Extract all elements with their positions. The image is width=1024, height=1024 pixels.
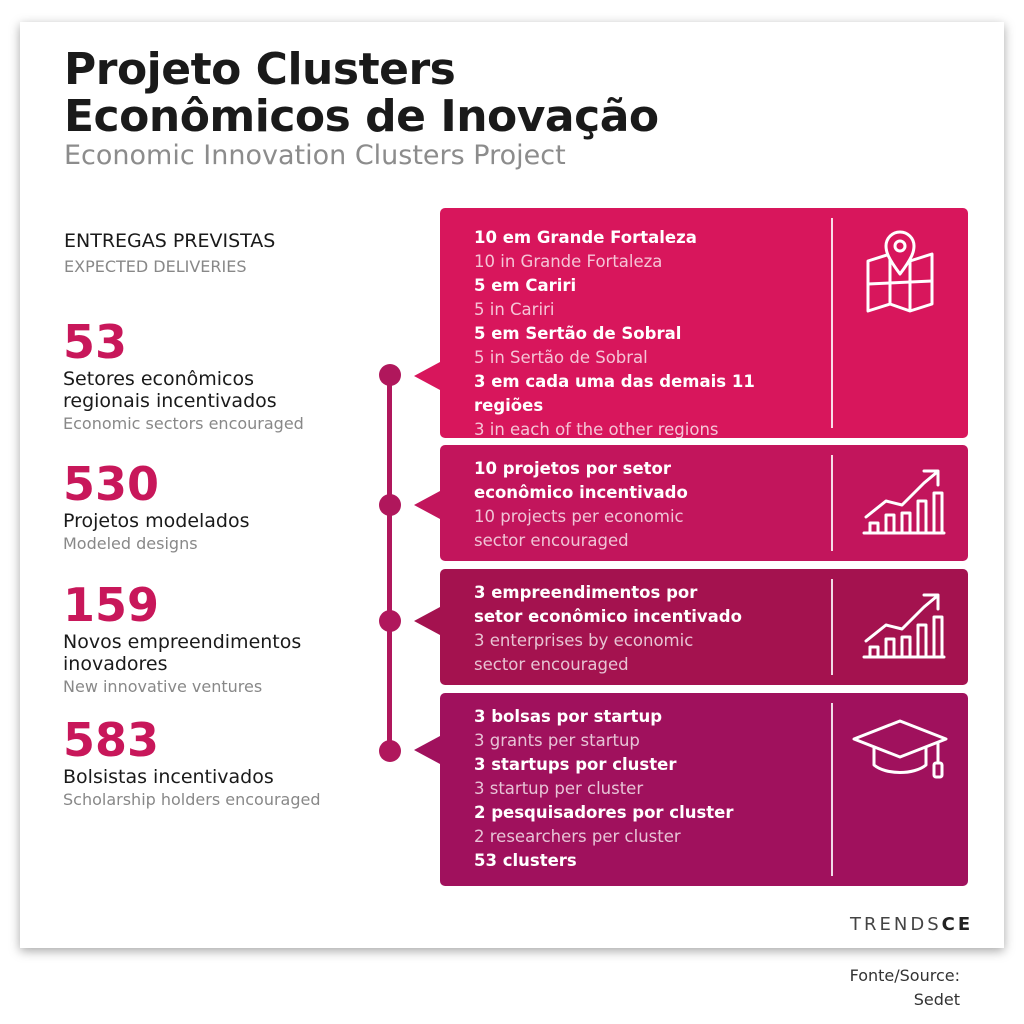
stat-number: 53 [63, 315, 128, 369]
delivery-box-scholarships [440, 693, 968, 886]
stat-label: Bolsistas incentivados [63, 766, 274, 788]
box-divider [831, 455, 833, 551]
graduation-cap-icon [850, 715, 950, 785]
box-text: 10 projetos por setor econômico incentivado 10 projects per economic sector encouraged [474, 459, 688, 550]
box-divider [831, 218, 833, 428]
stat-projects [63, 457, 250, 555]
timeline-dot [379, 740, 401, 762]
timeline-dot [379, 610, 401, 632]
delivery-box-regions [440, 208, 968, 438]
stat-subtitle: Economic sectors encouraged [63, 414, 304, 433]
source-credit: Fonte/Source: Sedet [849, 966, 960, 1009]
box-divider [831, 579, 833, 675]
stat-subtitle: New innovative ventures [63, 677, 263, 696]
page-title: Projeto Clusters Econômicos de Inovação [64, 44, 659, 142]
stat-ventures [63, 578, 302, 698]
stat-scholarships [63, 713, 321, 811]
stat-number: 583 [63, 713, 160, 767]
stat-sectors [63, 315, 304, 435]
map-pin-icon [850, 226, 950, 316]
box-text: 3 bolsas por startup 3 grants per startup 3 startups por cluster 3 startup per cluster 2 pesquisadores por cluster 2 researchers per cluster 53 clusters [474, 707, 734, 870]
stat-number: 159 [63, 578, 160, 632]
page-subtitle: Economic Innovation Clusters Project [64, 140, 566, 171]
stat-label: Setores econômicos regionais incentivados [63, 368, 277, 412]
growth-chart-icon [850, 589, 950, 665]
section-heading-en: EXPECTED DELIVERIES [64, 257, 247, 276]
delivery-box-enterprises [440, 569, 968, 685]
timeline-dot [379, 364, 401, 386]
stat-subtitle: Modeled designs [63, 534, 198, 553]
stat-label: Projetos modelados [63, 510, 250, 532]
stat-subtitle: Scholarship holders encouraged [63, 790, 321, 809]
box-text: 10 em Grande Fortaleza 10 in Grande Fortaleza 5 em Cariri 5 in Cariri 5 em Sertão de Sobral 5 in Sertão de Sobral 3 em cada uma das demais 11 regiões 3 in each of the other regions [474, 228, 755, 439]
delivery-box-projects [440, 445, 968, 561]
stat-number: 530 [63, 457, 160, 511]
box-text: 3 empreendimentos por setor econômico incentivado 3 enterprises by economic sector encouraged [474, 583, 742, 674]
timeline-line [387, 373, 392, 751]
timeline-dot [379, 494, 401, 516]
stat-label: Novos empreendimentos inovadores [63, 631, 302, 675]
section-heading-pt: ENTREGAS PREVISTAS [64, 230, 276, 252]
growth-chart-icon [850, 465, 950, 541]
brand-logo: TRENDSCE [850, 914, 974, 935]
box-divider [831, 703, 833, 876]
